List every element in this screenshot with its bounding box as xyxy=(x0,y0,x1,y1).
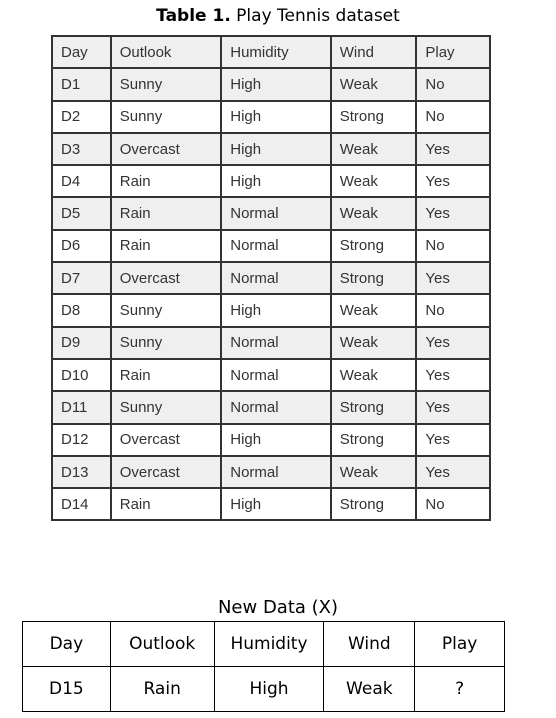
cell-day: D1 xyxy=(52,68,111,100)
new-cell-day: D15 xyxy=(23,667,111,712)
cell-humidity: High xyxy=(221,101,331,133)
cell-outlook: Overcast xyxy=(111,456,222,488)
table-caption xyxy=(0,6,556,26)
new-cell-wind: Weak xyxy=(324,667,415,712)
new-header-day: Day xyxy=(23,622,111,667)
cell-outlook: Sunny xyxy=(111,391,222,423)
cell-outlook: Overcast xyxy=(111,262,222,294)
cell-wind: Strong xyxy=(331,262,417,294)
cell-play: Yes xyxy=(416,133,490,165)
cell-humidity: High xyxy=(221,165,331,197)
caption-text: Play Tennis dataset xyxy=(230,6,400,26)
cell-humidity: High xyxy=(221,133,331,165)
header-day: Day xyxy=(52,36,111,68)
cell-humidity: High xyxy=(221,294,331,326)
cell-wind: Weak xyxy=(331,68,417,100)
cell-wind: Strong xyxy=(331,391,417,423)
table-row xyxy=(52,165,490,197)
cell-outlook: Rain xyxy=(111,197,222,229)
new-cell-outlook: Rain xyxy=(110,667,214,712)
table-row xyxy=(52,391,490,423)
table-row xyxy=(52,230,490,262)
cell-play: No xyxy=(416,230,490,262)
cell-humidity: Normal xyxy=(221,456,331,488)
cell-play: No xyxy=(416,294,490,326)
cell-play: Yes xyxy=(416,262,490,294)
cell-day: D7 xyxy=(52,262,111,294)
cell-humidity: Normal xyxy=(221,197,331,229)
new-data-title: New Data (X) xyxy=(217,597,339,618)
cell-wind: Strong xyxy=(331,230,417,262)
table-row xyxy=(52,197,490,229)
cell-day: D3 xyxy=(52,133,111,165)
cell-play: Yes xyxy=(416,456,490,488)
table-row xyxy=(52,101,490,133)
cell-wind: Weak xyxy=(331,359,417,391)
table-row xyxy=(52,327,490,359)
cell-day: D13 xyxy=(52,456,111,488)
table-row xyxy=(52,424,490,456)
table-row xyxy=(52,262,490,294)
cell-play: Yes xyxy=(416,424,490,456)
cell-day: D14 xyxy=(52,488,111,520)
new-cell-play: ? xyxy=(415,667,505,712)
header-play: Play xyxy=(416,36,490,68)
new-header-humidity: Humidity xyxy=(214,622,324,667)
cell-play: No xyxy=(416,68,490,100)
cell-wind: Weak xyxy=(331,327,417,359)
new-header-play: Play xyxy=(415,622,505,667)
cell-outlook: Overcast xyxy=(111,133,222,165)
new-data-row xyxy=(23,667,505,712)
header-outlook: Outlook xyxy=(111,36,222,68)
cell-outlook: Sunny xyxy=(111,101,222,133)
new-header-outlook: Outlook xyxy=(110,622,214,667)
cell-wind: Weak xyxy=(331,197,417,229)
cell-humidity: Normal xyxy=(221,327,331,359)
cell-wind: Strong xyxy=(331,488,417,520)
cell-outlook: Sunny xyxy=(111,294,222,326)
cell-wind: Weak xyxy=(331,133,417,165)
cell-humidity: High xyxy=(221,68,331,100)
cell-outlook: Overcast xyxy=(111,424,222,456)
play-tennis-table xyxy=(51,35,491,521)
cell-outlook: Sunny xyxy=(111,68,222,100)
cell-play: Yes xyxy=(416,165,490,197)
header-wind: Wind xyxy=(331,36,417,68)
cell-day: D12 xyxy=(52,424,111,456)
cell-day: D8 xyxy=(52,294,111,326)
cell-wind: Strong xyxy=(331,424,417,456)
cell-day: D4 xyxy=(52,165,111,197)
cell-outlook: Sunny xyxy=(111,327,222,359)
new-data-table xyxy=(22,621,505,712)
cell-outlook: Rain xyxy=(111,165,222,197)
new-header-wind: Wind xyxy=(324,622,415,667)
cell-day: D11 xyxy=(52,391,111,423)
cell-outlook: Rain xyxy=(111,488,222,520)
cell-day: D2 xyxy=(52,101,111,133)
cell-wind: Weak xyxy=(331,456,417,488)
table-row xyxy=(52,488,490,520)
cell-wind: Strong xyxy=(331,101,417,133)
new-cell-humidity: High xyxy=(214,667,324,712)
header-humidity: Humidity xyxy=(221,36,331,68)
table-row xyxy=(52,133,490,165)
cell-day: D10 xyxy=(52,359,111,391)
new-data-header-row xyxy=(23,622,505,667)
cell-humidity: Normal xyxy=(221,230,331,262)
cell-outlook: Rain xyxy=(111,230,222,262)
table-header-row xyxy=(52,36,490,68)
caption-label: Table 1. xyxy=(156,6,231,26)
cell-play: Yes xyxy=(416,391,490,423)
cell-humidity: High xyxy=(221,488,331,520)
cell-play: Yes xyxy=(416,197,490,229)
table-row xyxy=(52,456,490,488)
cell-day: D5 xyxy=(52,197,111,229)
cell-humidity: Normal xyxy=(221,262,331,294)
table-row xyxy=(52,359,490,391)
cell-play: Yes xyxy=(416,327,490,359)
cell-day: D9 xyxy=(52,327,111,359)
cell-humidity: Normal xyxy=(221,391,331,423)
cell-outlook: Rain xyxy=(111,359,222,391)
cell-play: No xyxy=(416,101,490,133)
table-row xyxy=(52,68,490,100)
table-body xyxy=(52,68,490,520)
cell-wind: Weak xyxy=(331,165,417,197)
table-row xyxy=(52,294,490,326)
cell-humidity: High xyxy=(221,424,331,456)
cell-play: No xyxy=(416,488,490,520)
cell-wind: Weak xyxy=(331,294,417,326)
cell-day: D6 xyxy=(52,230,111,262)
cell-play: Yes xyxy=(416,359,490,391)
cell-humidity: Normal xyxy=(221,359,331,391)
